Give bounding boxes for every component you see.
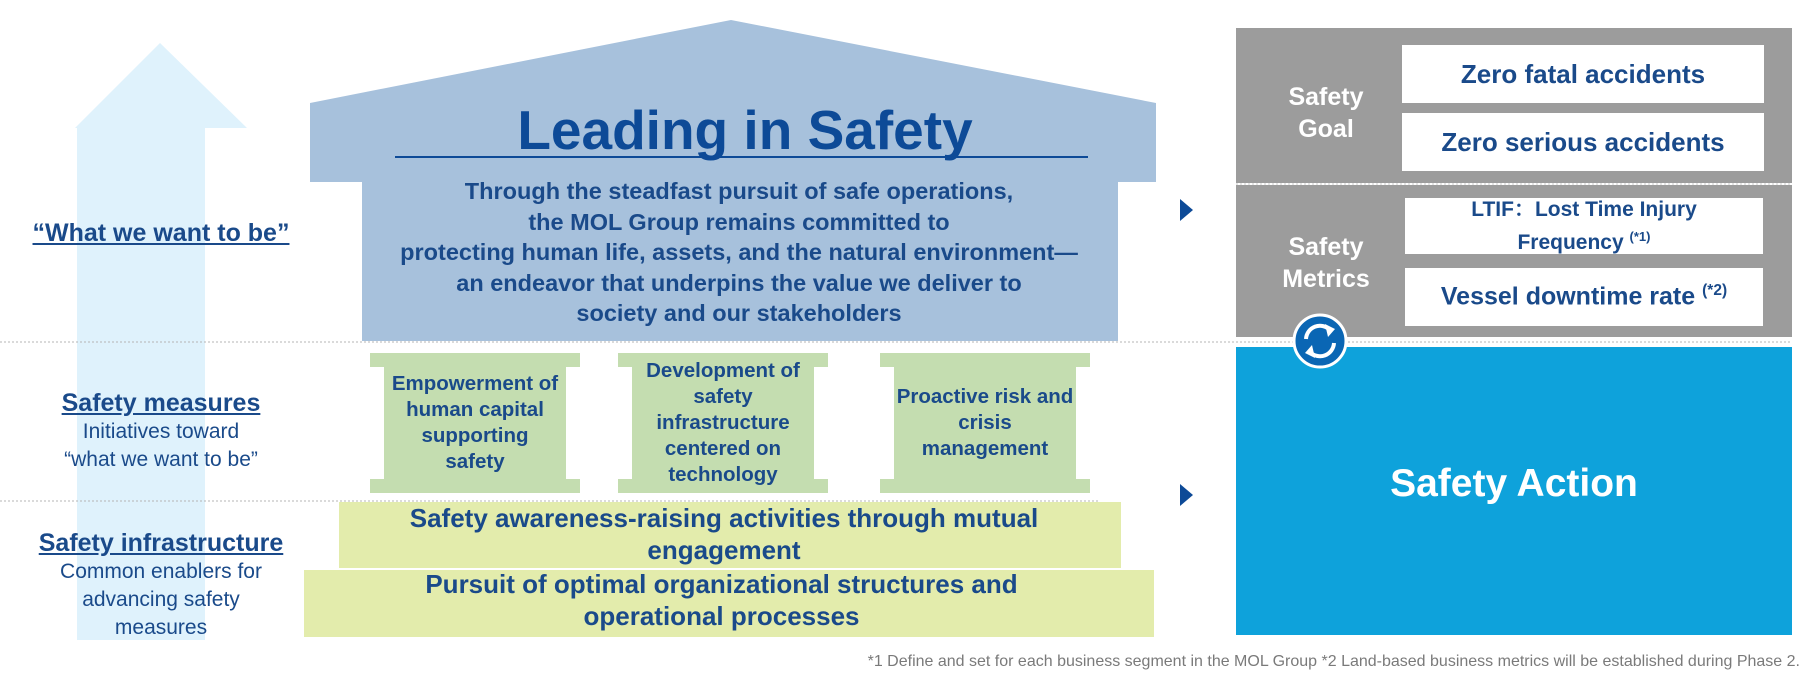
safety-infrastructure-sub-line-2: advancing safety <box>82 588 240 611</box>
pillar-3-text <box>880 367 1090 479</box>
pillar-2-line-4: centered on <box>664 437 782 460</box>
house-statement-line-5: society and our stakeholders <box>576 300 902 326</box>
pillar-2-text <box>632 356 814 490</box>
foundation-upper-line-1: Safety awareness-raising activities through mutual <box>409 503 1039 533</box>
foundation-upper-text <box>339 502 1109 566</box>
foundation-upper-line-2: engagement <box>647 535 801 565</box>
metric-ltif-line-2 <box>1471 223 1697 256</box>
house-statement-line-2: the MOL Group remains committed to <box>528 208 950 235</box>
foundation-lower-line-1: Pursuit of optimal organizational structures and <box>425 569 1018 599</box>
house-title: Leading in Safety <box>517 99 973 161</box>
pillar-2-line-1: Development of <box>646 359 800 382</box>
pillar-1-line-2: human capital <box>406 398 544 421</box>
pillar-2-line-2: safety <box>693 385 753 408</box>
pillar-3-line-3: management <box>921 437 1049 460</box>
safety-goal-label-line-2: Goal <box>1298 115 1354 143</box>
metric-vessel-downtime-note: (*2) <box>1702 282 1728 300</box>
pillar-3-line-2: crisis <box>958 411 1012 434</box>
house-statement-line-1: Through the steadfast pursuit of safe operations, <box>464 178 1014 204</box>
metric-ltif <box>1405 198 1763 254</box>
safety-metrics-label-line-2: Metrics <box>1282 265 1370 293</box>
safety-metrics-label-line-1: Safety <box>1288 233 1364 261</box>
safety-action-label: Safety Action <box>1390 462 1638 505</box>
safety-infrastructure-sub-line-3: measures <box>114 616 208 639</box>
pillar-1-text <box>384 367 566 479</box>
metric-ltif-note: (*1) <box>1629 229 1651 244</box>
foundation-lower-text <box>304 568 1139 632</box>
safety-goal-label <box>1236 81 1416 145</box>
metric-ltif-line-1: LTIF：Lost Time Injury <box>1471 198 1697 221</box>
metric-vessel-downtime-text: Vessel downtime rate <box>1440 282 1696 311</box>
pillar-2-line-3: infrastructure <box>656 411 790 434</box>
pillar-1-line-3: supporting <box>421 424 529 447</box>
safety-measures-sub-line-1: Initiatives toward <box>82 420 240 443</box>
triangle-arrow-lower <box>1180 484 1193 506</box>
safety-metrics-label <box>1236 231 1416 295</box>
safety-infrastructure-sub-line-1: Common enablers for <box>60 560 262 583</box>
safety-infrastructure-title: Safety infrastructure <box>38 529 284 557</box>
metric-vessel-downtime <box>1405 268 1763 326</box>
refresh-cycle-icon <box>1292 313 1348 369</box>
safety-measures-sub-line-2: “what we want to be” <box>64 448 258 471</box>
house-statement-line-4: an endeavor that underpins the value we deliver to <box>456 269 1022 296</box>
pillar-2-line-5: technology <box>668 463 778 486</box>
metric-ltif-text: Frequency <box>1517 231 1624 254</box>
goal-zero-serious: Zero serious accidents <box>1402 113 1764 171</box>
goal-zero-fatal: Zero fatal accidents <box>1402 45 1764 103</box>
foundation-lower-line-2: operational processes <box>583 601 860 631</box>
triangle-arrow-upper <box>1180 199 1193 221</box>
safety-goal-label-line-1: Safety <box>1288 83 1364 111</box>
footnote: *1 Define and set for each business segment in the MOL Group *2 Land-based business metrics will be established during Phase 2. <box>867 653 1800 670</box>
pillar-1-line-1: Empowerment of <box>391 372 559 395</box>
what-we-want-label: “What we want to be” <box>32 219 290 247</box>
safety-measures-title: Safety measures <box>61 389 261 417</box>
safety-infrastructure-group <box>0 529 322 642</box>
pillar-1-line-4: safety <box>445 450 505 473</box>
house-statement <box>362 176 1116 329</box>
pillar-3-line-1: Proactive risk and <box>896 385 1074 408</box>
house-statement-line-3: protecting human life, assets, and the natural environment— <box>400 239 1078 265</box>
safety-measures-group <box>0 389 322 474</box>
